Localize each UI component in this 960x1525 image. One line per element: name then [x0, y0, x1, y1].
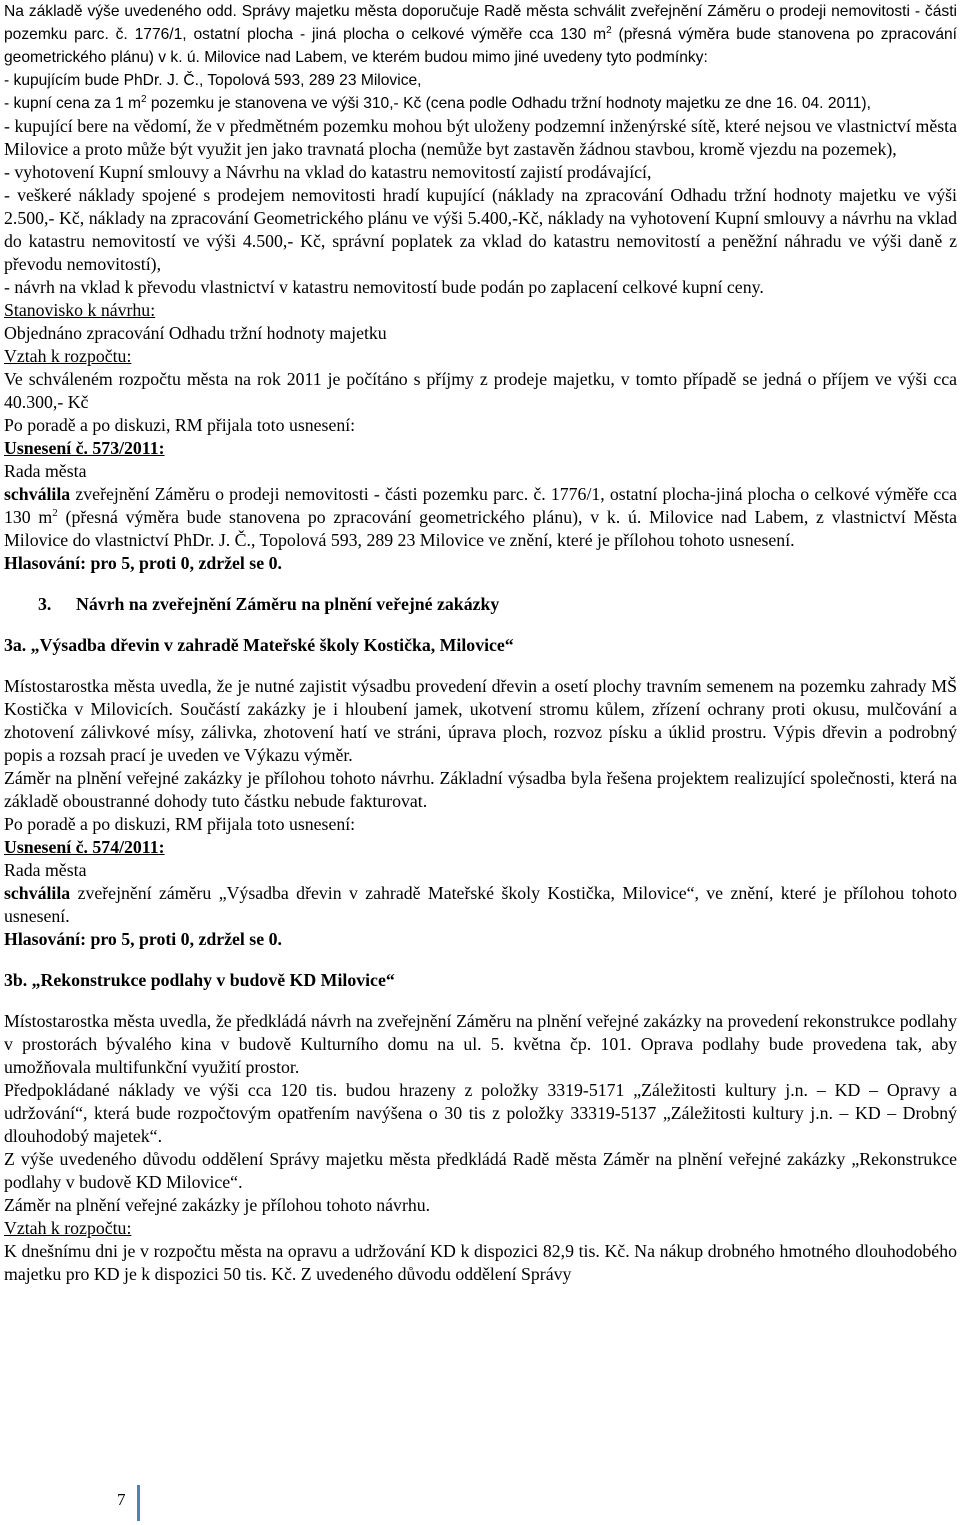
vote-result: Hlasování: pro 5, proti 0, zdržel se 0. [4, 553, 282, 573]
discussion-line: Po poradě a po diskuzi, RM přijala toto usnesení: [4, 814, 356, 834]
proposal-section [4, 0, 957, 115]
price-text-tail: pozemku je stanovena ve výši 310,- Kč (cena podle Odhadu tržní hodnoty majetku ze dne 16. 04. 2011), [146, 95, 871, 112]
page-footer [117, 1485, 157, 1521]
price-text: - kupní cena za 1 m [4, 95, 141, 112]
resolution-text-tail: (přesná výměra bude stanovena po zpracování geometrického plánu), v k. ú. Milovice nad Labem, z vlastnictví Města Milovice do vlastnictví PhDr. J. Č., Topolová 593, 289 23 Milovice ve znění, které je přílohou tohoto usnesení. [4, 507, 957, 550]
section-3a-paragraph-2: Záměr na plnění veřejné zakázky je přílohou tohoto návrhu. Základní výsadba byla řešena projektem realizující společnosti, která na základě oboustranné dohody tuto částku nebude fakturovat. [4, 768, 957, 811]
stanovisko-text: Objednáno zpracování Odhadu tržní hodnoty majetku [4, 323, 387, 343]
superscript: 2 [52, 507, 58, 520]
condition-deposit: - návrh na vklad k převodu vlastnictví v katastru nemovitostí bude podán po zaplacení celkové kupní ceny. [4, 277, 764, 297]
approved-word: schválila [4, 883, 71, 903]
section-3a-paragraph-1: Místostarostka města uvedla, že je nutné zajistit výsadbu provedení dřevin a osetí plochy travním semenem na pozemku zahrady MŠ Kostička v Milovicích. Součástí zakázky je i hloubení jamek, ukotvení stromu kůlem, zřízení ochrany proti okusu, mulčování a zhotovení zálivkové mísy, zálivka, zhotovení hatí ve stráni, úprava ploch, rozvoz písku a úklid prostru. Výpis dřevin a podrobný popis a rozsah prací je uveden ve Výkazu výměr. [4, 676, 957, 765]
budget-label: Vztah k rozpočtu: [4, 1218, 132, 1238]
document-page [4, 0, 957, 1286]
budget-label: Vztah k rozpočtu: [4, 346, 132, 366]
body-section [4, 115, 957, 1286]
resolution-573-label: Usnesení č. 573/2011: [4, 438, 165, 458]
section-3b-paragraph-5: K dnešnímu dni je v rozpočtu města na opravu a udržování KD k dispozici 82,9 tis. Kč. Na nákup drobného hmotného dlouhodobého majetku pro KD je k dispozici 50 tis. Kč. Z uvedeného důvodu oddělení Správy [4, 1241, 957, 1284]
section-3b-paragraph-3: Z výše uvedeného důvodu oddělení Správy majetku města předkládá Radě města Záměr na plnění veřejné zakázky „Rekonstrukce podlahy v budově KD Milovice“. [4, 1149, 957, 1192]
intro-text-tail: (přesná výměra bude stanovena po zpracování geometrického plánu) v k. ú. Milovice nad Labem, ve kterém budou mimo jiné uvedeny tyto podmínky: [4, 26, 958, 66]
resolution-text: zveřejnění Záměru o prodeji nemovitosti - části pozemku parc. č. 1776/1, ostatní plocha-jiná plocha o celkové výměře cca 130 m [4, 484, 957, 527]
condition-contract: - vyhotovení Kupní smlouvy a Návrhu na vklad do katastru nemovitostí zajistí prodávající, [4, 162, 652, 182]
section-3-heading [4, 593, 957, 616]
council-label: Rada města [4, 860, 87, 880]
superscript: 2 [606, 24, 612, 36]
page-number: 7 [117, 1490, 126, 1509]
resolution-574-text [4, 882, 957, 928]
condition-costs: - veškeré náklady spojené s prodejem nemovitosti hradí kupující (náklady na zpracování Odhadu tržní hodnoty majetku ve výši 2.500,- Kč, náklady na zpracování Geometrického plánu ve výši 5.400,-Kč, náklady na vyhotovení Kupní smlouvy a návrhu na vklad do katastru nemovitostí ve výši 4.500,- Kč, správní poplatek za vklad do katastru nemovitostí a peněžní náhradu ve výši daně z převodu nemovitostí), [4, 185, 957, 274]
section-3b-paragraph-1: Místostarostka města uvedla, že předkládá návrh na zveřejnění Záměru na plnění veřejné zakázky na provedení rekonstrukce podlahy v prostorách bývalého kina v budově Kulturního domu na ul. 5. května čp. 101. Oprava podlahy bude provedena tak, aby umožňovala multifunkční využití prostor. [4, 1011, 957, 1077]
section-3b-paragraph-4: Záměr na plnění veřejné zakázky je přílohou tohoto návrhu. [4, 1195, 431, 1215]
section-number: 3. [38, 594, 52, 614]
vote-result: Hlasování: pro 5, proti 0, zdržel se 0. [4, 929, 282, 949]
intro-paragraph [4, 0, 957, 69]
condition-price [4, 92, 957, 115]
approved-word: schválila [4, 484, 71, 504]
footer-accent-bar [137, 1485, 140, 1521]
resolution-text: zveřejnění záměru „Výsadba dřevin v zahradě Mateřské školy Kostička, Milovice“, ve znění, které je přílohou tohoto usnesení. [4, 883, 957, 926]
section-title: Návrh na zveřejnění Záměru na plnění veřejné zakázky [76, 594, 500, 614]
section-3b-heading: 3b. „Rekonstrukce podlahy v budově KD Milovice“ [4, 970, 395, 990]
resolution-574-label: Usnesení č. 574/2011: [4, 837, 165, 857]
intro-text: Na základě výše uvedeného odd. Správy majetku města doporučuje Radě města schválit zveřejnění Záměru o prodeji nemovitosti - části pozemku parc. č. 1776/1, ostatní plocha - jiná plocha o celkové výměře cca 130 m [4, 3, 957, 43]
condition-networks: - kupující bere na vědomí, že v předmětném pozemku mohou být uloženy podzemní inženýrské sítě, které nejsou ve vlastnictví města Milovice a proto může být využit jen jako travnatá plocha (nemůže byt zastavěn žádnou stavbou, kromě vjezdu na pozemek), [4, 116, 957, 159]
section-3b-paragraph-2: Předpokládané náklady ve výši cca 120 tis. budou hrazeny z položky 3319-5171 „Záležitosti kultury j.n. – KD – Opravy a udržování“, která bude rozpočtovým opatřením navýšena o 30 tis z položky 33319-5137 „Záležitosti kultury j.n. – KD – Drobný dlouhodobý majetek“. [4, 1080, 957, 1146]
condition-buyer: - kupujícím bude PhDr. J. Č., Topolová 593, 289 23 Milovice, [4, 72, 422, 89]
discussion-line: Po poradě a po diskuzi, RM přijala toto usnesení: [4, 415, 356, 435]
superscript: 2 [140, 93, 147, 105]
resolution-573-text [4, 483, 957, 552]
council-label: Rada města [4, 461, 87, 481]
stanovisko-label: Stanovisko k návrhu: [4, 300, 156, 320]
section-3a-heading: 3a. „Výsadba dřevin v zahradě Mateřské školy Kostička, Milovice“ [4, 635, 514, 655]
budget-text: Ve schváleném rozpočtu města na rok 2011 je počítáno s příjmy z prodeje majetku, v tomto případě se jedná o příjem ve výši cca 40.300,- Kč [4, 369, 957, 412]
